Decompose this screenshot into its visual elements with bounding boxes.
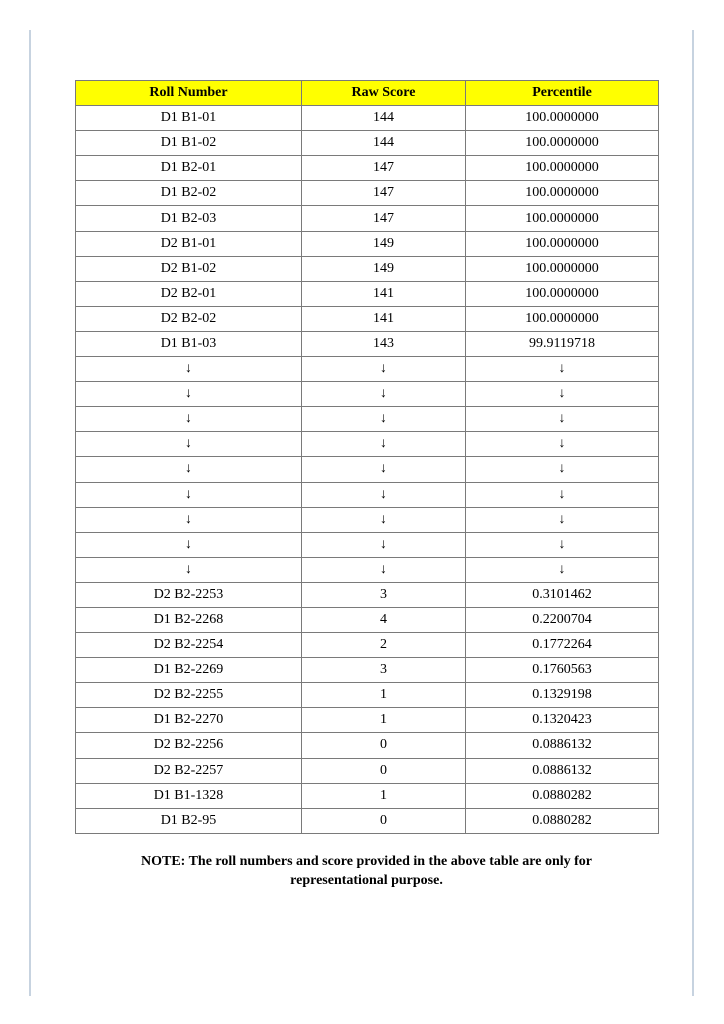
raw-score-cell: 0 (302, 758, 466, 783)
table-row (76, 331, 659, 356)
down-arrow-icon: ↓ (76, 482, 302, 507)
roll-number-cell: D1 B2-2268 (76, 607, 302, 632)
roll-number-cell: D2 B2-02 (76, 306, 302, 331)
percentile-cell: 100.0000000 (466, 231, 659, 256)
note-text (75, 852, 658, 890)
table-row (76, 607, 659, 632)
percentile-cell: 100.0000000 (466, 306, 659, 331)
down-arrow-icon: ↓ (466, 407, 659, 432)
down-arrow-icon: ↓ (466, 382, 659, 407)
down-arrow-icon: ↓ (76, 407, 302, 432)
down-arrow-icon: ↓ (466, 357, 659, 382)
raw-score-cell: 0 (302, 733, 466, 758)
roll-number-cell: D2 B2-2253 (76, 582, 302, 607)
raw-score-cell: 147 (302, 181, 466, 206)
table-body (76, 106, 659, 834)
down-arrow-icon: ↓ (302, 357, 466, 382)
table-row (76, 181, 659, 206)
down-arrow-icon: ↓ (466, 557, 659, 582)
down-arrow-icon: ↓ (76, 557, 302, 582)
roll-number-cell: D2 B2-2254 (76, 633, 302, 658)
column-header-raw-score: Raw Score (302, 81, 466, 106)
roll-number-cell: D2 B2-2255 (76, 683, 302, 708)
down-arrow-icon: ↓ (302, 532, 466, 557)
table-row (76, 156, 659, 181)
percentile-cell: 0.1320423 (466, 708, 659, 733)
down-arrow-icon: ↓ (302, 407, 466, 432)
down-arrow-icon: ↓ (76, 507, 302, 532)
down-arrow-icon: ↓ (76, 532, 302, 557)
continuation-row (76, 482, 659, 507)
table-row (76, 633, 659, 658)
raw-score-cell: 149 (302, 256, 466, 281)
roll-number-cell: D1 B1-1328 (76, 783, 302, 808)
roll-number-cell: D2 B1-01 (76, 231, 302, 256)
table-row (76, 582, 659, 607)
raw-score-cell: 1 (302, 783, 466, 808)
table-row (76, 808, 659, 833)
roll-number-cell: D2 B2-2257 (76, 758, 302, 783)
raw-score-cell: 1 (302, 683, 466, 708)
percentile-cell: 100.0000000 (466, 206, 659, 231)
raw-score-cell: 0 (302, 808, 466, 833)
percentile-cell: 0.1772264 (466, 633, 659, 658)
continuation-row (76, 432, 659, 457)
table-row (76, 683, 659, 708)
down-arrow-icon: ↓ (302, 507, 466, 532)
down-arrow-icon: ↓ (466, 482, 659, 507)
table-row (76, 106, 659, 131)
continuation-row (76, 457, 659, 482)
down-arrow-icon: ↓ (466, 507, 659, 532)
roll-number-cell: D2 B2-01 (76, 281, 302, 306)
table-row (76, 306, 659, 331)
continuation-row (76, 507, 659, 532)
percentile-cell: 0.0880282 (466, 808, 659, 833)
table-header-row (76, 81, 659, 106)
percentile-cell: 100.0000000 (466, 256, 659, 281)
roll-number-cell: D2 B2-2256 (76, 733, 302, 758)
raw-score-cell: 3 (302, 658, 466, 683)
percentile-cell: 0.0880282 (466, 783, 659, 808)
continuation-row (76, 532, 659, 557)
roll-number-cell: D1 B1-02 (76, 131, 302, 156)
down-arrow-icon: ↓ (76, 457, 302, 482)
down-arrow-icon: ↓ (466, 532, 659, 557)
percentile-cell: 100.0000000 (466, 106, 659, 131)
note-line-1: NOTE: The roll numbers and score provided in the above table are only for (140, 854, 592, 869)
down-arrow-icon: ↓ (302, 382, 466, 407)
raw-score-cell: 147 (302, 206, 466, 231)
roll-number-cell: D1 B2-95 (76, 808, 302, 833)
raw-score-cell: 2 (302, 633, 466, 658)
percentile-table (75, 80, 659, 834)
page-border-left (29, 30, 31, 996)
raw-score-cell: 1 (302, 708, 466, 733)
table-row (76, 281, 659, 306)
percentile-cell: 100.0000000 (466, 281, 659, 306)
percentile-cell: 100.0000000 (466, 156, 659, 181)
down-arrow-icon: ↓ (302, 557, 466, 582)
continuation-row (76, 407, 659, 432)
table-row (76, 758, 659, 783)
table-row (76, 206, 659, 231)
percentile-cell: 0.0886132 (466, 733, 659, 758)
table-row (76, 733, 659, 758)
table-row (76, 256, 659, 281)
roll-number-cell: D1 B1-03 (76, 331, 302, 356)
page-border-right (692, 30, 694, 996)
roll-number-cell: D1 B1-01 (76, 106, 302, 131)
raw-score-cell: 3 (302, 582, 466, 607)
percentile-cell: 99.9119718 (466, 331, 659, 356)
table-row (76, 783, 659, 808)
column-header-roll-number: Roll Number (76, 81, 302, 106)
raw-score-cell: 4 (302, 607, 466, 632)
down-arrow-icon: ↓ (466, 432, 659, 457)
down-arrow-icon: ↓ (76, 432, 302, 457)
down-arrow-icon: ↓ (76, 357, 302, 382)
percentile-cell: 0.1329198 (466, 683, 659, 708)
percentile-cell: 0.3101462 (466, 582, 659, 607)
table-row (76, 658, 659, 683)
raw-score-cell: 141 (302, 281, 466, 306)
down-arrow-icon: ↓ (302, 482, 466, 507)
down-arrow-icon: ↓ (76, 382, 302, 407)
percentile-cell: 100.0000000 (466, 181, 659, 206)
percentile-cell: 0.2200704 (466, 607, 659, 632)
percentile-cell: 0.1760563 (466, 658, 659, 683)
percentile-cell: 100.0000000 (466, 131, 659, 156)
column-header-percentile: Percentile (466, 81, 659, 106)
raw-score-cell: 141 (302, 306, 466, 331)
down-arrow-icon: ↓ (466, 457, 659, 482)
continuation-row (76, 357, 659, 382)
table-row (76, 231, 659, 256)
roll-number-cell: D1 B2-01 (76, 156, 302, 181)
raw-score-cell: 144 (302, 106, 466, 131)
down-arrow-icon: ↓ (302, 432, 466, 457)
roll-number-cell: D1 B2-2270 (76, 708, 302, 733)
raw-score-cell: 143 (302, 331, 466, 356)
raw-score-cell: 149 (302, 231, 466, 256)
down-arrow-icon: ↓ (302, 457, 466, 482)
roll-number-cell: D2 B1-02 (76, 256, 302, 281)
table-row (76, 708, 659, 733)
raw-score-cell: 147 (302, 156, 466, 181)
percentile-cell: 0.0886132 (466, 758, 659, 783)
note-line-2: representational purpose. (290, 873, 443, 888)
roll-number-cell: D1 B2-02 (76, 181, 302, 206)
roll-number-cell: D1 B2-03 (76, 206, 302, 231)
continuation-row (76, 382, 659, 407)
continuation-row (76, 557, 659, 582)
raw-score-cell: 144 (302, 131, 466, 156)
table-row (76, 131, 659, 156)
roll-number-cell: D1 B2-2269 (76, 658, 302, 683)
